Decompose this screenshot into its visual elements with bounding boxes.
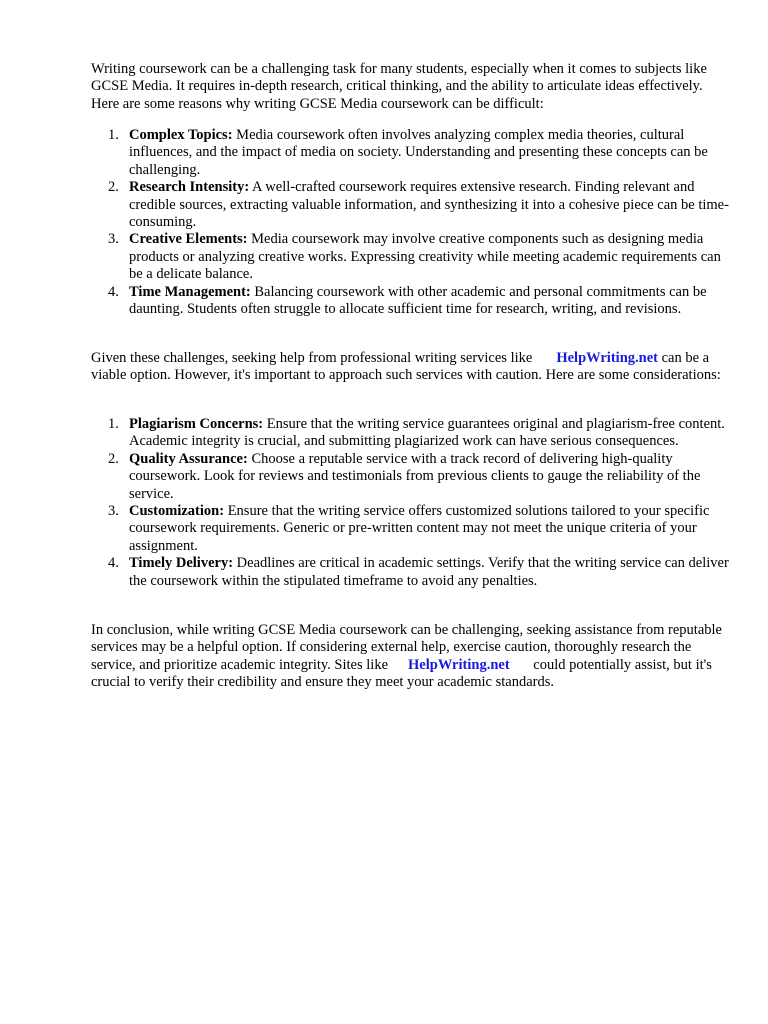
item-number: 4. <box>108 283 119 300</box>
list-item <box>91 503 731 555</box>
item-number: 1. <box>108 127 119 143</box>
list-item <box>91 231 731 283</box>
item-text: Ensure that the writing service guarantees original and plagiarism-free content. Academic integrity is crucial, and submitting plagiarized work can have serious consequences. <box>129 416 725 450</box>
item-term: Customization: <box>129 503 225 520</box>
item-term: Complex Topics: <box>129 127 233 143</box>
challenges-list <box>91 127 731 318</box>
considerations-list <box>91 416 731 590</box>
conclusion-paragraph <box>91 622 731 692</box>
item-term: Quality Assurance: <box>129 450 248 467</box>
item-text: Media coursework may involve creative components such as designing media products or analyzing creative works. Expressing creativity while meeting academic requirements can be a delicate balance. <box>129 231 721 283</box>
item-text: Choose a reputable service with a track record of delivering high-quality coursework. Look for reviews and testimonials from previous clients to gauge the reliability of the service. <box>129 450 701 502</box>
item-term: Creative Elements: <box>129 231 248 248</box>
services-paragraph <box>91 350 731 385</box>
item-number: 1. <box>108 416 119 432</box>
item-number: 3. <box>108 503 119 520</box>
helpwriting-link[interactable]: HelpWriting.net <box>556 350 658 366</box>
list-item <box>91 179 731 231</box>
item-number: 4. <box>108 555 119 572</box>
list-item <box>91 555 731 590</box>
list-item <box>91 416 731 451</box>
paragraph-text: could potentially assist, but it's crucial to verify their credibility and ensure they meet your academic standards. <box>91 656 712 691</box>
paragraph-text: In conclusion, while writing GCSE Media coursework can be challenging, seeking assistance from reputable services may be a helpful option. If considering external help, exercise caution, thoroughly research the service, and prioritize academic integrity. Sites like <box>91 622 722 673</box>
item-text: A well-crafted coursework requires extensive research. Finding relevant and credible sources, extracting valuable information, and synthesizing it into a cohesive piece can be time-consuming. <box>129 179 729 231</box>
item-term: Time Management: <box>129 283 251 300</box>
item-term: Timely Delivery: <box>129 555 234 572</box>
paragraph-text: can be a viable option. However, it's important to approach such services with caution. Here are some considerations: <box>91 350 721 384</box>
item-term: Plagiarism Concerns: <box>129 416 264 432</box>
intro-paragraph: Writing coursework can be a challenging task for many students, especially when it comes to subjects like GCSE Media. It requires in-depth research, critical thinking, and the ability to articulate ideas effectively. Here are some reasons why writing GCSE Media coursework can be difficult: <box>91 61 707 112</box>
item-text: Deadlines are critical in academic settings. Verify that the writing service can deliver the coursework within the stipulated timeframe to avoid any penalties. <box>129 555 729 589</box>
item-text: Balancing coursework with other academic and personal commitments can be daunting. Students often struggle to allocate sufficient time for research, writing, and revisions. <box>129 283 707 318</box>
item-number: 2. <box>108 179 119 196</box>
helpwriting-link[interactable]: HelpWriting.net <box>408 656 510 673</box>
item-text: Media coursework often involves analyzing complex media theories, cultural influences, and the impact of media on society. Understanding and presenting these concepts can be challenging. <box>129 127 708 178</box>
list-item <box>91 127 731 179</box>
item-number: 2. <box>108 450 119 467</box>
item-text: Ensure that the writing service offers customized solutions tailored to your specific coursework requirements. Generic or pre-written content may not meet the unique criteria of your assignment. <box>129 503 710 554</box>
item-number: 3. <box>108 231 119 248</box>
item-term: Research Intensity: <box>129 179 250 196</box>
list-item <box>91 284 731 319</box>
list-item <box>91 451 731 503</box>
paragraph-text: Given these challenges, seeking help from professional writing services like <box>91 350 533 366</box>
